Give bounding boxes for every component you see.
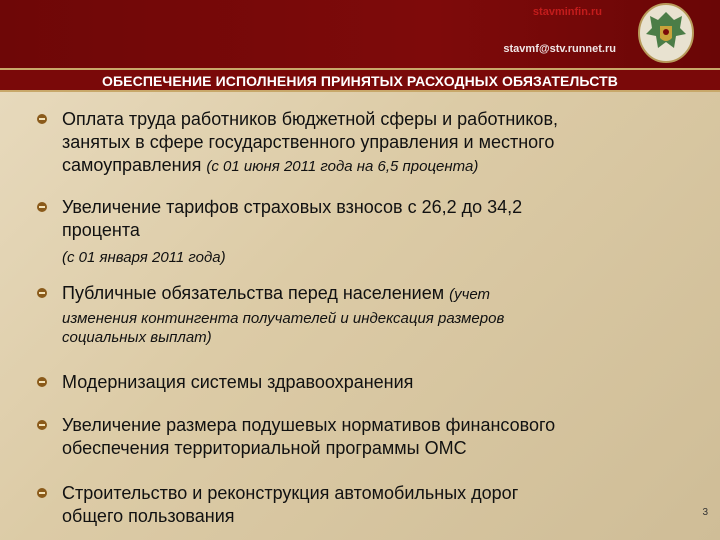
list-item-text <box>62 282 696 306</box>
line: занятых в сфере государственного управления и местного <box>62 132 555 152</box>
line: общего пользования <box>62 506 235 526</box>
item-note: (учет <box>449 286 491 303</box>
line: Модернизация системы здравоохранения <box>62 372 414 392</box>
header-bar <box>0 0 720 68</box>
line: Увеличение размера подушевых нормативов финансового <box>62 415 556 435</box>
item-note-block <box>62 309 504 347</box>
list-item-text <box>62 414 696 460</box>
list-item-text <box>62 371 696 394</box>
bullet-icon <box>36 487 48 499</box>
list-item-text <box>62 108 696 178</box>
item-note: (с 01 июня 2011 года на 6,5 процента) <box>206 158 479 175</box>
bullet-icon <box>36 113 48 125</box>
page-number: 3 <box>702 507 708 518</box>
bullet-icon <box>36 201 48 213</box>
line: Строительство и реконструкция автомобильных дорог <box>62 483 519 503</box>
line: Увеличение тарифов страховых взносов с 26,2 до 34,2 <box>62 197 523 217</box>
slide-title: ОБЕСПЕЧЕНИЕ ИСПОЛНЕНИЯ ПРИНЯТЫХ РАСХОДНЫХ ОБЯЗАТЕЛЬСТВ <box>102 73 618 89</box>
line-text: самоуправления <box>62 155 202 175</box>
line <box>62 154 696 178</box>
line: Оплата труда работников бюджетной сферы и работников, <box>62 109 559 129</box>
list-item-text <box>62 196 696 242</box>
item-note: (с 01 января 2011 года) <box>62 249 226 266</box>
line-text: Публичные обязательства перед населением <box>62 283 445 303</box>
title-bar <box>0 68 720 92</box>
line: процента <box>62 220 140 240</box>
bullet-icon <box>36 376 48 388</box>
list-item-text <box>62 482 696 528</box>
bullet-icon <box>36 287 48 299</box>
bullet-icon <box>36 419 48 431</box>
coat-of-arms-icon <box>636 2 696 64</box>
email-address: stavmf@stv.runnet.ru <box>503 43 616 55</box>
line: обеспечения территориальной программы ОМС <box>62 438 467 458</box>
note-line: социальных выплат) <box>62 329 212 346</box>
site-link[interactable]: stavminfin.ru <box>532 6 602 18</box>
note-line: изменения контингента получателей и индексация размеров <box>62 310 505 327</box>
